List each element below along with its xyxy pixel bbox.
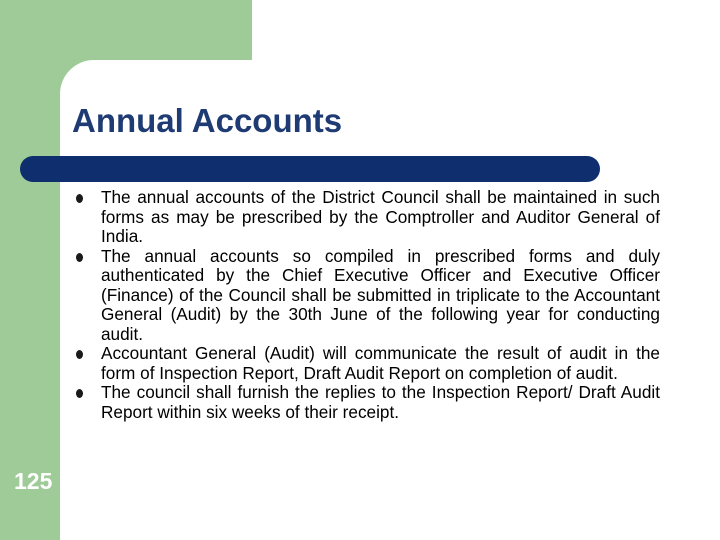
bullet-item [76,247,660,345]
bullet-list [76,188,660,422]
bullet-dot-icon [76,253,83,262]
bullet-text: The council shall furnish the replies to the Inspection Report/ Draft Audit Report within six weeks of their receipt. [101,382,660,422]
bullet-text: Accountant General (Audit) will communicate the result of audit in the form of Inspection Report, Draft Audit Report on completion of audit. [101,343,660,383]
bullet-dot-icon [76,389,83,398]
bullet-text: The annual accounts of the District Council shall be maintained in such forms as may be prescribed by the Comptroller and Auditor General of India. [101,187,660,246]
title-underline-bar [20,156,600,182]
bullet-text: The annual accounts so compiled in prescribed forms and duly authenticated by the Chief Executive Officer and Executive Officer (Finance) of the Council shall be submitted in triplicate to the Accountant General (Audit) by the 30th June of the following year for conducting audit. [101,245,660,344]
decorative-green-sidebar [0,0,60,540]
slide-title: Annual Accounts [72,102,343,139]
slide-page-number: 125 [14,468,53,494]
bullet-dot-icon [76,194,83,203]
bullet-dot-icon [76,350,83,359]
bullet-item [76,344,660,383]
bullet-item [76,188,660,247]
bullet-item [76,383,660,422]
